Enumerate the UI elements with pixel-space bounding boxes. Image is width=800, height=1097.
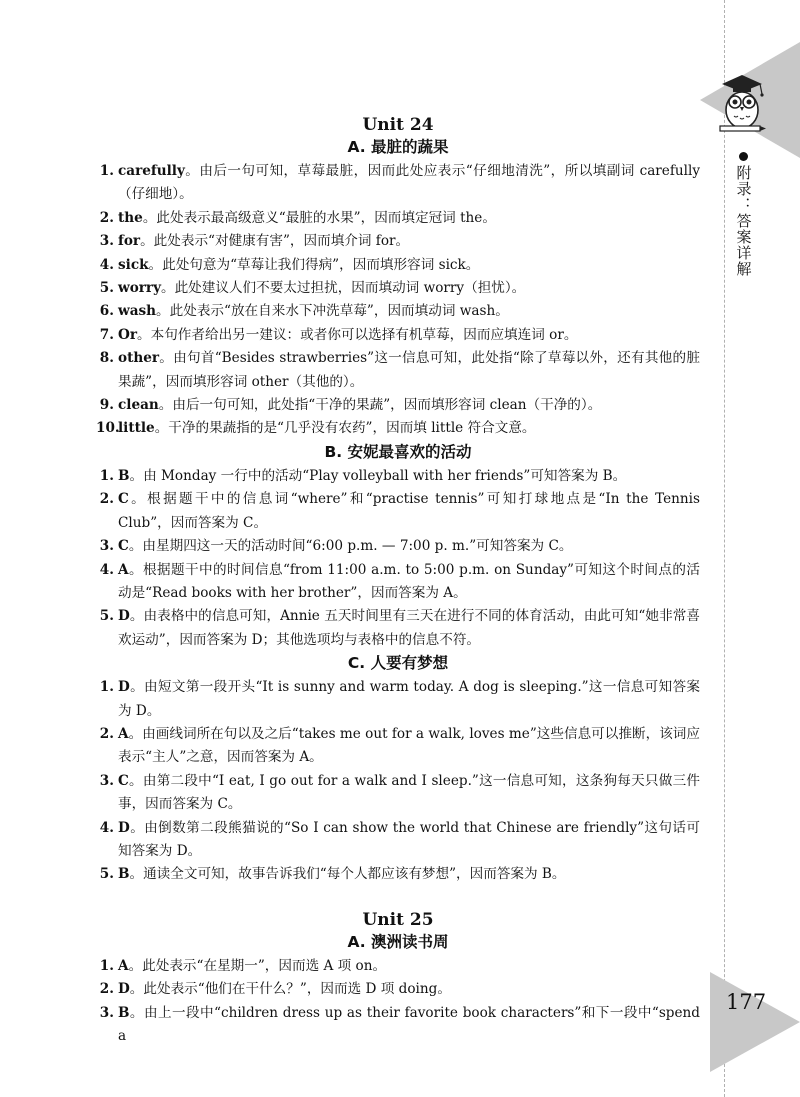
answer-key: B xyxy=(118,467,130,484)
answer-key: for xyxy=(118,233,141,250)
explanation-text: 。此处表示“他们在干什么？”，因而选 D 项 doing。 xyxy=(129,981,451,998)
answer-item xyxy=(96,417,700,440)
item-number: 4. xyxy=(99,256,114,273)
answer-key: other xyxy=(118,350,160,367)
answer-item xyxy=(96,347,700,394)
answer-item xyxy=(96,817,700,864)
explanation-text: 。由星期四这一天的活动时间“6:00 p.m. — 7:00 p. m.”可知答案为 C。 xyxy=(128,538,573,555)
answer-key: B xyxy=(118,866,130,883)
explanation-text: 。由上一段中“children dress up as their favorite book characters”和下一段中“spend a xyxy=(118,1004,700,1044)
explanation-text: 。此处表示“对健康有害”，因而填介词 for。 xyxy=(140,233,410,250)
item-number: 2. xyxy=(99,981,114,998)
answer-key: C xyxy=(118,538,129,555)
side-label-text: 附录：答案详解 xyxy=(734,165,753,277)
explanation-text: 。此处表示最高级意义“最脏的水果”，因而填定冠词 the。 xyxy=(142,209,496,226)
answer-key: A xyxy=(118,957,129,974)
item-number: 9. xyxy=(99,397,114,414)
answer-key: D xyxy=(118,981,130,998)
answer-item xyxy=(96,605,700,652)
item-number: 1. xyxy=(99,163,114,179)
item-number: 3. xyxy=(99,233,114,250)
answer-key: sick xyxy=(118,256,149,273)
section-title: C. 人要有梦想 xyxy=(347,654,449,673)
answer-key: D xyxy=(118,679,130,696)
answer-item xyxy=(96,723,700,770)
answer-key: C xyxy=(118,491,129,508)
explanation-text: 。此处表示“在星期一”，因而选 A 项 on。 xyxy=(128,957,387,974)
section-title: B. 安妮最喜欢的活动 xyxy=(324,442,472,461)
corner-triangle-bottom xyxy=(710,972,800,1072)
item-number: 5. xyxy=(99,280,114,297)
answer-key: wash xyxy=(118,303,157,320)
explanation-text: 。由 Monday 一行中的活动“Play volleyball with her friends”可知答案为 B。 xyxy=(129,467,627,484)
explanation-text: 。根据题干中的信息词“where”和“practise tennis”可知打球地点是“In the Tennis Club”，因而答案为 C。 xyxy=(118,491,700,531)
margin-dashed-line xyxy=(724,0,725,1097)
item-number: 2. xyxy=(99,491,114,508)
answer-item xyxy=(96,277,700,300)
answer-key: worry xyxy=(118,280,161,297)
item-number: 3. xyxy=(99,772,114,789)
explanation-text: 。此处建议人们不要太过担扰，因而填动词 worry（担忧）。 xyxy=(161,280,526,297)
item-number: 3. xyxy=(99,1004,114,1021)
answer-item xyxy=(96,770,700,817)
explanation-text: 。由后一句可知，此处指“干净的果蔬”，因而填形容词 clean（干净的）。 xyxy=(158,397,602,414)
answer-key: clean xyxy=(118,397,159,414)
item-number: 5. xyxy=(99,608,114,625)
answer-item xyxy=(96,324,700,347)
item-number: 6. xyxy=(99,303,114,320)
explanation-text: 。由句首“Besides strawberries”这一信息可知，此处指“除了草莓以外，还有其他的脏果蔬”，因而填形容词 other（其他的）。 xyxy=(118,350,700,390)
explanation-text: 。由画线词所在句以及之后“takes me out for a walk, loves me”这些信息可以推断，该词应表示“主人”之意，因而答案为 A。 xyxy=(118,725,700,766)
answer-key: the xyxy=(118,209,143,226)
owl-mascot-icon xyxy=(716,70,768,134)
answer-key-content xyxy=(96,114,700,1048)
answer-item xyxy=(96,535,700,558)
item-number: 1. xyxy=(99,467,114,484)
explanation-text: 。由倒数第二段熊猫说的“So I can show the world that Chinese are friendly”这句话可知答案为 D。 xyxy=(118,819,700,859)
section-title: A. 澳洲读书周 xyxy=(347,932,449,951)
answer-item xyxy=(96,394,700,417)
answer-key: B xyxy=(118,1004,130,1021)
answer-item xyxy=(96,978,700,1001)
item-number: 4. xyxy=(99,819,114,836)
answer-item xyxy=(96,955,700,978)
page-number: 177 xyxy=(726,990,767,1014)
item-number: 3. xyxy=(99,538,114,555)
answer-key: little xyxy=(118,420,155,437)
answer-item xyxy=(96,863,700,886)
explanation-text: 。由短文第一段开头“It is sunny and warm today. A dog is sleeping.”这一信息可知答案为 D。 xyxy=(118,679,700,719)
answer-item xyxy=(96,230,700,253)
answer-key: A xyxy=(118,561,129,578)
answer-key: Or xyxy=(118,326,138,343)
unit-spacer xyxy=(96,887,700,909)
explanation-text: 。通读全文可知，故事告诉我们“每个人都应该有梦想”，因而答案为 B。 xyxy=(129,866,566,883)
answer-key: D xyxy=(118,608,130,625)
item-number: 4. xyxy=(99,561,114,578)
answer-key: carefully xyxy=(118,163,185,179)
appendix-side-label xyxy=(732,152,754,277)
answer-item xyxy=(96,300,700,323)
item-number: 7. xyxy=(99,326,114,343)
answer-key: D xyxy=(118,819,130,836)
answer-item xyxy=(96,559,700,606)
answer-item xyxy=(96,488,700,535)
explanation-text: 。由第二段中“I eat, I go out for a walk and I sleep.”这一信息可知，这条狗每天只做三件事，因而答案为 C。 xyxy=(118,772,700,813)
explanation-text: 。由表格中的信息可知，Annie 五天时间里有三天在进行不同的体育活动，由此可知“她非常喜欢运动”，因而答案为 D；其他选项均与表格中的信息不符。 xyxy=(118,608,700,648)
answer-key: A xyxy=(118,725,129,742)
answer-item xyxy=(96,160,700,207)
item-number: 1. xyxy=(99,679,114,696)
answer-item xyxy=(96,207,700,230)
answer-item xyxy=(96,254,700,277)
item-number: 2. xyxy=(99,725,114,742)
explanation-text: 。此处句意为“草莓让我们得病”，因而填形容词 sick。 xyxy=(148,256,480,273)
answer-item xyxy=(96,676,700,723)
explanation-text: 。根据题干中的时间信息“from 11:00 a.m. to 5:00 p.m. on Sunday”可知这个时间点的活动是“Read books with her brother”，因而答案为 A。 xyxy=(118,561,700,601)
explanation-text: 。此处表示“放在自来水下冲洗草莓”，因而填动词 wash。 xyxy=(156,303,509,320)
section-title: A. 最脏的蔬果 xyxy=(347,138,449,156)
item-number: 8. xyxy=(99,350,114,367)
item-number: 10. xyxy=(96,420,120,437)
explanation-text: 。本句作者给出另一建议：或者你可以选择有机草莓，因而应填连词 or。 xyxy=(137,326,578,343)
bullet-dot-icon xyxy=(739,152,748,161)
answer-item xyxy=(96,465,700,488)
answer-item xyxy=(96,1002,700,1049)
explanation-text: 。由后一句可知，草莓最脏，因而此处应表示“仔细地清洗”，所以填副词 carefully（仔细地）。 xyxy=(118,163,700,203)
item-number: 5. xyxy=(99,866,114,883)
answer-key: C xyxy=(118,772,129,789)
unit-title: Unit 25 xyxy=(362,909,434,930)
unit-title: Unit 24 xyxy=(362,115,434,135)
explanation-text: 。干净的果蔬指的是“几乎没有农药”，因而填 little 符合文意。 xyxy=(154,420,536,437)
item-number: 1. xyxy=(99,957,114,974)
item-number: 2. xyxy=(99,209,114,226)
